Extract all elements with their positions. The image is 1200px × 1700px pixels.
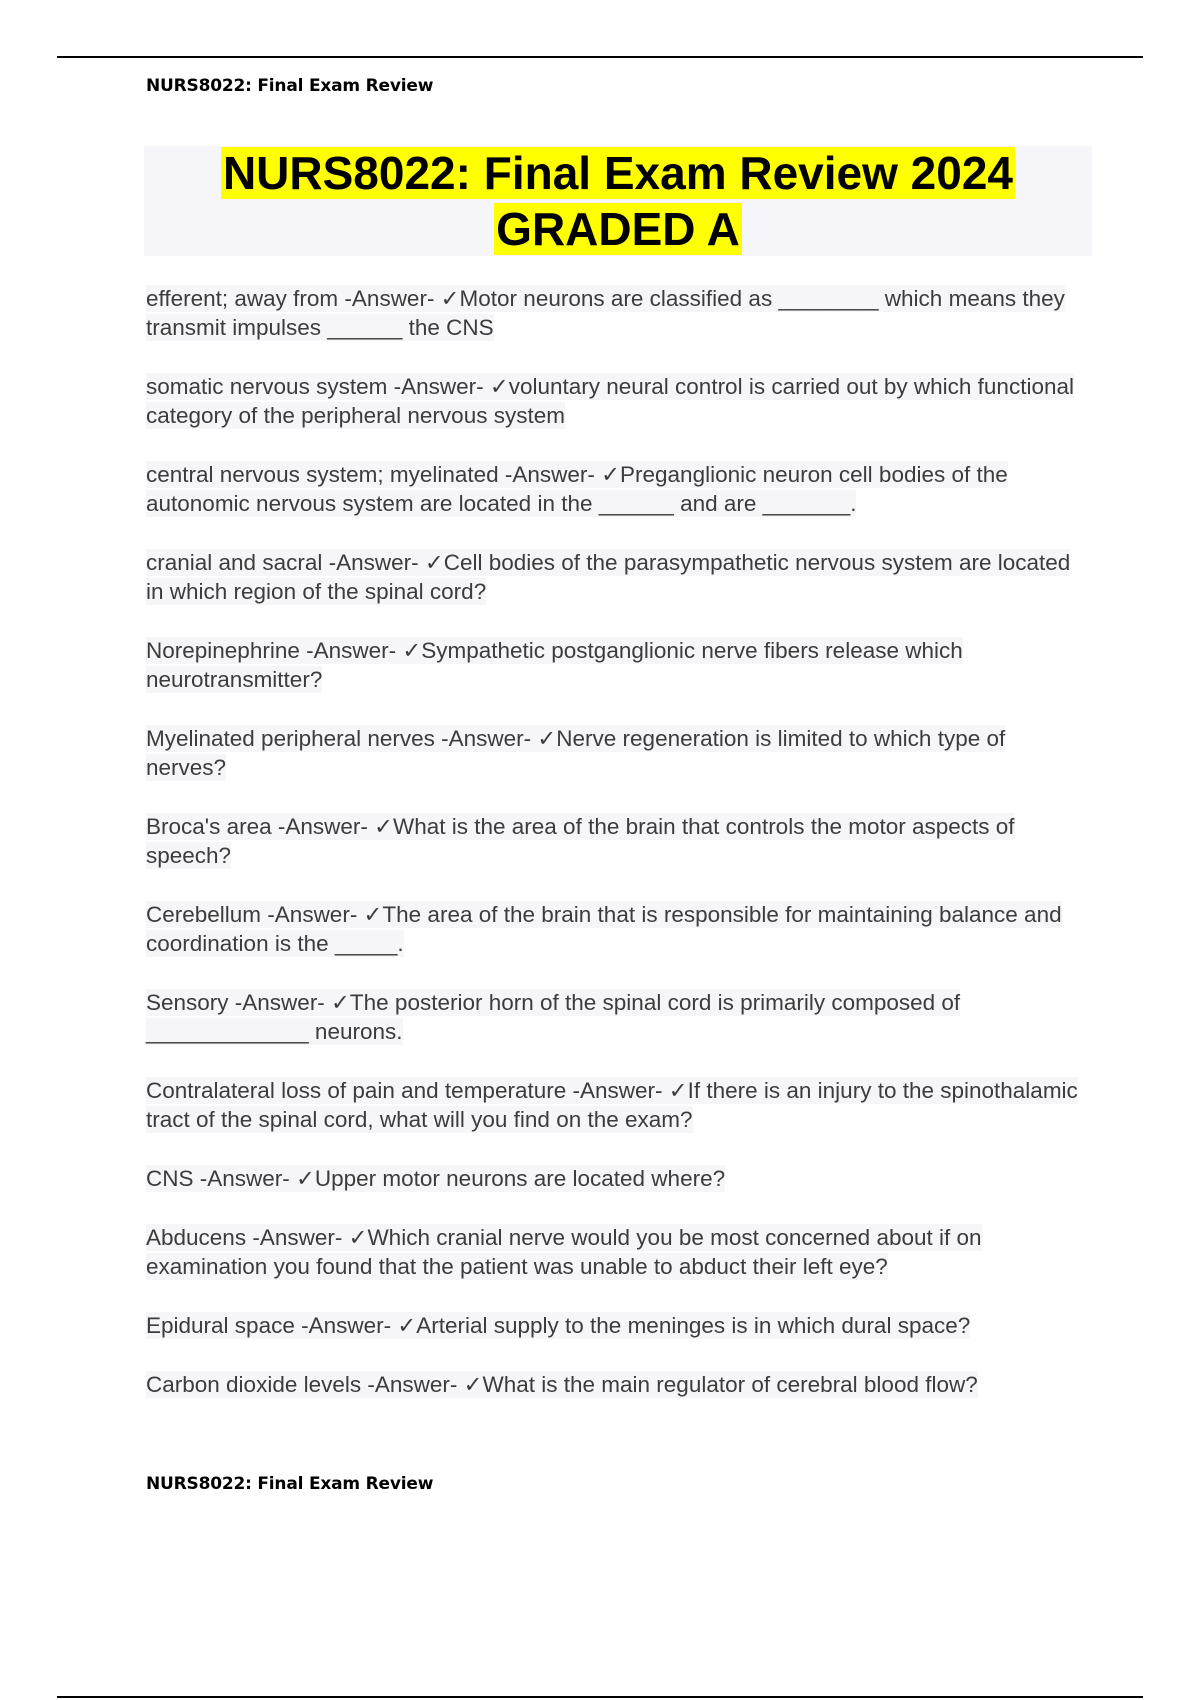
qa-item (146, 1076, 1086, 1134)
qa-item (146, 1311, 1086, 1340)
qa-item (146, 460, 1086, 518)
qa-item (146, 372, 1086, 430)
qa-item (146, 548, 1086, 606)
qa-text: Sensory -Answer- ✓The posterior horn of the spinal cord is primarily composed of _____________ neurons. (146, 990, 961, 1044)
qa-text: Norepinephrine -Answer- ✓Sympathetic postganglionic nerve fibers release which neurotransmitter? (146, 638, 963, 692)
qa-text: Contralateral loss of pain and temperature -Answer- ✓If there is an injury to the spinothalamic tract of the spinal cord, what will you find on the exam? (146, 1078, 1078, 1132)
qa-item (146, 284, 1086, 342)
document-title (144, 146, 1092, 256)
qa-text: Cerebellum -Answer- ✓The area of the brain that is responsible for maintaining balance and coordination is the _____. (146, 902, 1062, 956)
qa-text: efferent; away from -Answer- ✓Motor neurons are classified as ________ which means they transmit impulses ______ the CNS (146, 286, 1065, 340)
running-footer: NURS8022: Final Exam Review (146, 1474, 434, 1494)
qa-item (146, 636, 1086, 694)
title-text-1: NURS8022: Final Exam Review 2024 (222, 147, 1014, 199)
qa-text: Myelinated peripheral nerves -Answer- ✓Nerve regeneration is limited to which type of nerves? (146, 726, 1006, 780)
qa-item (146, 812, 1086, 870)
qa-text: Carbon dioxide levels -Answer- ✓What is the main regulator of cerebral blood flow? (146, 1372, 978, 1397)
title-line-1 (221, 145, 1015, 201)
qa-text: Broca's area -Answer- ✓What is the area of the brain that controls the motor aspects of speech? (146, 814, 1015, 868)
qa-text: cranial and sacral -Answer- ✓Cell bodies of the parasympathetic nervous system are located in which region of the spinal cord? (146, 550, 1071, 604)
running-header: NURS8022: Final Exam Review (146, 76, 434, 96)
top-rule (57, 56, 1143, 58)
qa-text: somatic nervous system -Answer- ✓voluntary neural control is carried out by which functional category of the peripheral nervous system (146, 374, 1074, 428)
qa-item (146, 1223, 1086, 1281)
qa-text: CNS -Answer- ✓Upper motor neurons are located where? (146, 1166, 726, 1191)
qa-text: Abducens -Answer- ✓Which cranial nerve would you be most concerned about if on examination you found that the patient was unable to abduct their left eye? (146, 1225, 982, 1279)
qa-item (146, 1370, 1086, 1399)
bottom-rule (57, 1696, 1143, 1698)
title-line-2 (494, 201, 742, 257)
qa-text: central nervous system; myelinated -Answer- ✓Preganglionic neuron cell bodies of the autonomic nervous system are located in the ______ and are _______. (146, 462, 1008, 516)
title-text-2: GRADED A (496, 203, 740, 255)
qa-item (146, 900, 1086, 958)
qa-item (146, 988, 1086, 1046)
qa-text: Epidural space -Answer- ✓Arterial supply to the meninges is in which dural space? (146, 1313, 971, 1338)
qa-item (146, 1164, 1086, 1193)
qa-list (146, 284, 1086, 1429)
qa-item (146, 724, 1086, 782)
